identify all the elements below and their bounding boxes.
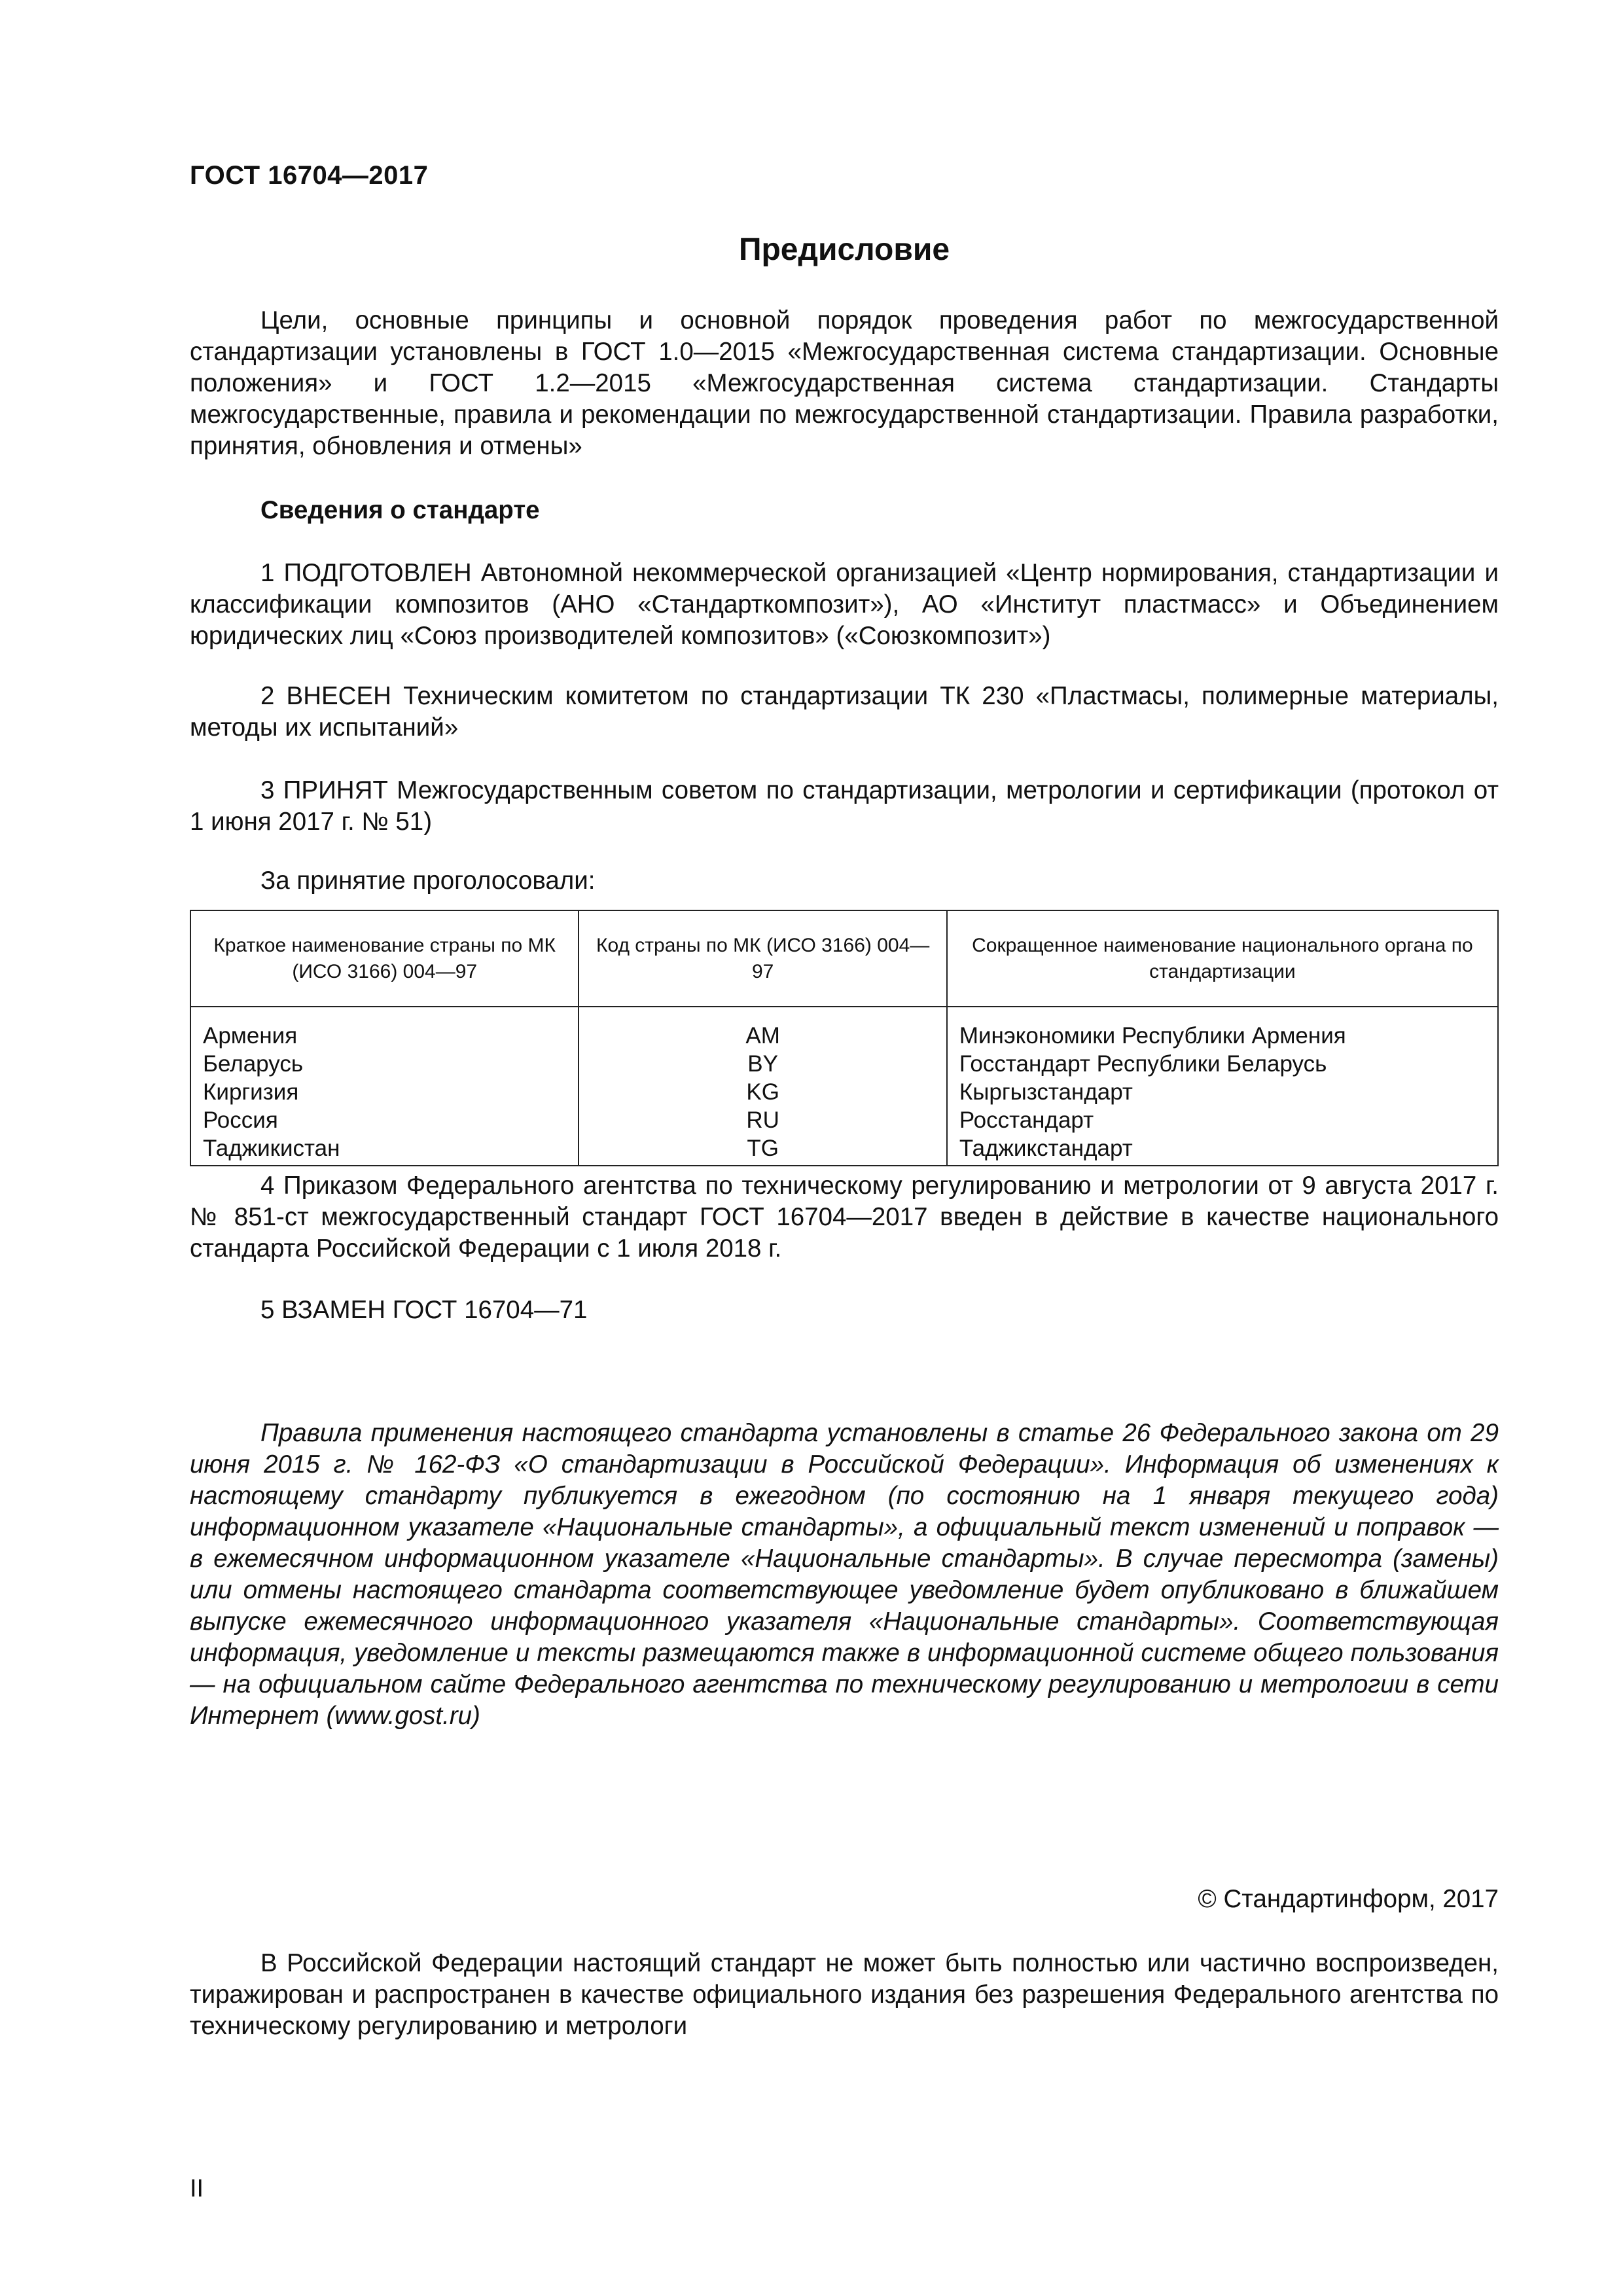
table-cell: Армения: [203, 1023, 298, 1049]
item-4-paragraph: [190, 1170, 1499, 1265]
item-1-text: 1 ПОДГОТОВЛЕН Автономной некоммерческой организацией «Центр нормирования, стандартизации и классификации композитов (АНО «Стандарткомпозит»), АО «Институт пластмасс» и Объединением юридических лиц «Союз производителей композитов» («Союзкомпозит»): [190, 559, 1499, 650]
item-2-paragraph: [190, 681, 1499, 744]
table-cell: Госстандарт Республики Беларусь: [959, 1051, 1327, 1077]
country-column: [190, 1007, 579, 1166]
item-5-text: 5 ВЗАМЕН ГОСТ 16704—71: [260, 1296, 588, 1324]
table-cell: Россия: [203, 1107, 278, 1133]
table-header-organ: Сокращенное наименование национального органа по стандартизации: [947, 910, 1498, 1007]
table-cell: Росстандарт: [959, 1107, 1094, 1133]
item-4-text: 4 Приказом Федерального агентства по техническому регулированию и метрологии от 9 августа 2017 г. № 851-ст межгосударственный стандарт ГОСТ 16704—2017 введен в действие в качестве национального стандарта Российской Федерации с 1 июля 2018 г.: [190, 1172, 1499, 1263]
item-3-text: 3 ПРИНЯТ Межгосударственным советом по стандартизации, метрологии и сертификации (протокол от 1 июня 2017 г. № 51): [190, 776, 1499, 836]
table-header-row: [190, 910, 1498, 1007]
table-cell: AM: [745, 1023, 780, 1049]
document-code: ГОСТ 16704—2017: [190, 161, 429, 190]
table-cell: Таджикистан: [203, 1136, 340, 1161]
table-cell: Минэкономики Республики Армения: [959, 1023, 1346, 1049]
page-title: Предисловие: [738, 232, 950, 267]
organ-column: [947, 1007, 1498, 1166]
voting-table: [190, 910, 1499, 1166]
table-cell: Киргизия: [203, 1079, 299, 1105]
table-cell: Таджикстандарт: [959, 1136, 1133, 1161]
item-2-text: 2 ВНЕСЕН Техническим комитетом по стандартизации ТК 230 «Пластмасы, полимерные материалы, методы их испытаний»: [190, 682, 1499, 742]
page-number: II: [190, 2175, 204, 2202]
reproduction-note-paragraph: [190, 1948, 1499, 2042]
item-3-paragraph: [190, 775, 1499, 838]
intro-text: Цели, основные принципы и основной порядок проведения работ по межгосударственной стандартизации установлены в ГОСТ 1.0—2015 «Межгосударственная система стандартизации. Основные положения» и ГОСТ 1.2—2015 «Межгосударственная система стандартизации. Стандарты межгосударственные, правила и рекомендации по межгосударственной стандартизации. Правила разработки, принятия, обновления и отмены»: [190, 306, 1499, 460]
reproduction-note-text: В Российской Федерации настоящий стандарт не может быть полностью или частично воспроизведен, тиражирован и распространен в качестве официального издания без разрешения Федерального агентства по техническому регулированию и метрологи: [190, 1949, 1499, 2040]
table-cell: TG: [747, 1136, 779, 1161]
item-1-paragraph: [190, 558, 1499, 652]
rules-note-paragraph: [190, 1418, 1499, 1732]
intro-paragraph: [190, 305, 1499, 462]
rules-note-text: Правила применения настоящего стандарта установлены в статье 26 Федерального закона от 29 июня 2015 г. № 162-ФЗ «О стандартизации в Российской Федерации». Информация об изменениях к настоящему стандарту публикуется в ежегодном (по состоянию на 1 января текущего года) информационном указателе «Национальные стандарты», а официальный текст изменений и поправок — в ежемесячном информационном указателе «Национальные стандарты». В случае пересмотра (замены) или отмены настоящего стандарта соответствующее уведомление будет опубликовано в ближайшем выпуске ежемесячного информационного указателя «Национальные стандарты». Соответствующая информация, уведомление и тексты размещаются также в информационной системе общего пользования — на официальном сайте Федерального агентства по техническому регулированию и метрологии в сети Интернет (www.gost.ru): [190, 1419, 1499, 1730]
table-cell: Беларусь: [203, 1051, 304, 1077]
standard-info-heading: Сведения о стандарте: [260, 496, 540, 524]
table-cell: BY: [747, 1051, 778, 1077]
table-header-code: Код страны по МК (ИСО 3166) 004—97: [579, 910, 946, 1007]
table-header-country: Краткое наименование страны по МК (ИСО 3166) 004—97: [190, 910, 579, 1007]
table-cell: KG: [746, 1079, 779, 1105]
table-cell: Кыргызстандарт: [959, 1079, 1133, 1105]
table-body: [190, 1007, 1498, 1166]
vote-label: За принятие проголосовали:: [260, 867, 596, 895]
copyright-line: © Стандартинформ, 2017: [1198, 1885, 1499, 1913]
code-column: [579, 1007, 946, 1166]
table-cell: RU: [746, 1107, 779, 1133]
